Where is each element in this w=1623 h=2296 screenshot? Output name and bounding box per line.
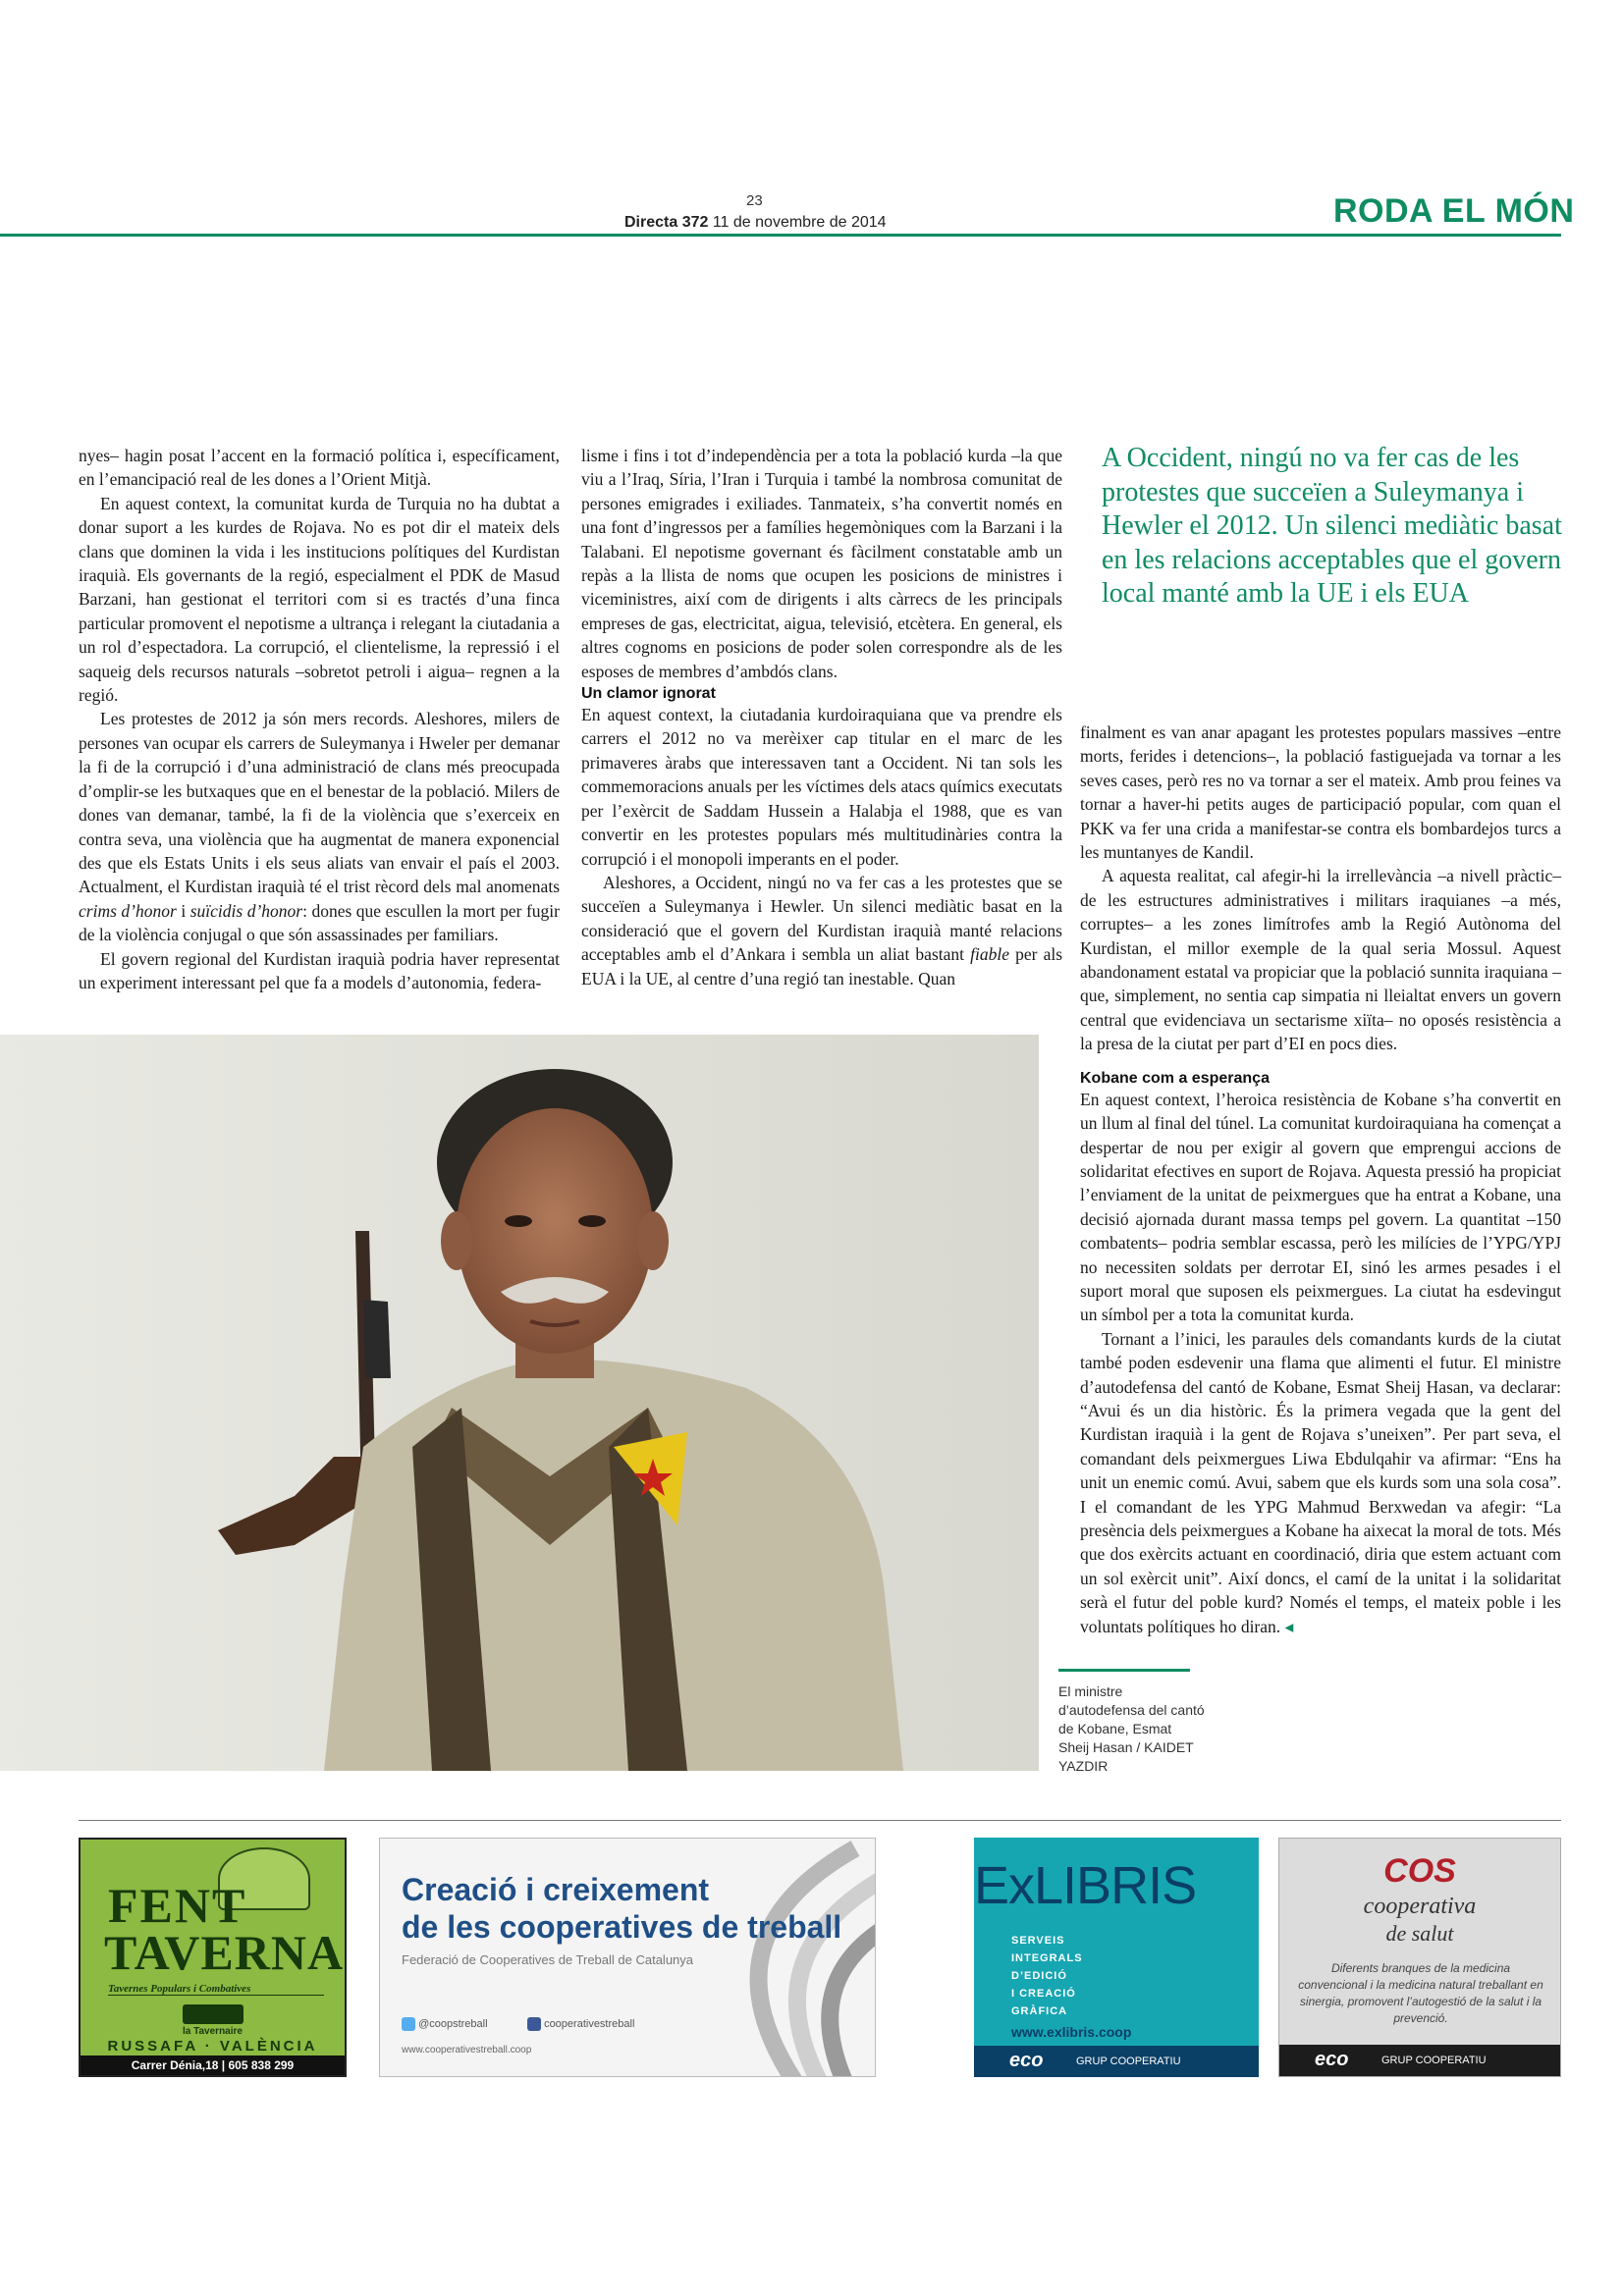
portrait-photo — [0, 1035, 1039, 1771]
paragraph: lisme i fins i tot d’independència per a tota la població kurda –la que viu a l’Iraq, Síria, l’Iran i Turquia i també la nombrosa comunitat de persones emigrades i exiliades. Tanmateix, s’ha convertit només en una font d’ingressos per a famílies hegemòniques com la Barzani i la Talabani. El nepotisme governant és fàcilment constatable amb un repàs a la llista de noms que ocupen les posicions de ministres i viceministres, així com de dirigents i alts càrrecs de les principals empreses de gas, electricitat, aigua, televisió, etcètera. En general, els altres cognoms en posicions de poder solen correspondre als de les esposes de membres d’ambdós clans. — [581, 446, 1062, 681]
ad-title-1: Creació i creixement — [402, 1872, 710, 1907]
ad-services — [1011, 1932, 1083, 2020]
service-line: I CREACIÓ — [1011, 1988, 1076, 2000]
twitter-link[interactable] — [402, 2017, 488, 2031]
ad-text: Diferents branques de la medicina convencional i la medicina natural treballant en sinergia, promovent l’autogestió de la salut i la prevenció. — [1298, 1961, 1543, 2025]
ad-address: Carrer Dénia,18 | 605 838 299 — [81, 2056, 345, 2075]
facebook-icon — [527, 2017, 541, 2031]
caption-rule — [1058, 1669, 1190, 1672]
ad-tagline: Tavernes Populars i Combatives — [108, 1983, 324, 1996]
article-column-2 — [581, 444, 1062, 990]
article-column-1 — [79, 444, 560, 994]
ad-footer — [1279, 2045, 1560, 2076]
paragraph: En aquest context, la ciutadania kurdoiraquiana que va prendre els carrers el 2012 no va merèixer cap titular en el marc de les primaveres àrabs que interessaven tant a Occident. Ni tan sols les commemoracions anuals per les víctimes dels atacs químics executats per l’exèrcit de Saddam Hussein a Halabja el 1988, que es van convertir en les protestes populars més multitudinàries contra la corrupció i el monopoli imperants en el poder. — [581, 705, 1062, 869]
ad-logo: COS — [1383, 1852, 1456, 1890]
paragraph: A aquesta realitat, cal afegir-hi la irrellevància –a nivell pràctic– de les estructures administratives i militars iraquianes –a més, corruptes– a les zones limítrofes amb la Regió Autònoma del Kurdistan, el millor exemple de la qual seria Mossul. Aquest abandonament estatal va propiciar que la població sunnita iraquiana –que, simplement, no sentia cap simpatia ni lleialtat envers un govern central que evidenciava un sectarisme xiïta– no oposés resistència a la presa de la ciutat per part d’EI en pocs dies. — [1080, 866, 1561, 1054]
ad-url[interactable]: www.exlibris.coop — [1011, 2024, 1132, 2040]
ad-cooperatives-treball[interactable] — [379, 1838, 876, 2077]
ad-fent-taverna[interactable] — [79, 1838, 347, 2077]
paragraph: finalment es van anar apagant les protestes populars massives –entre morts, ferides i detencions–, la població fastiguejada va tornar a les seves cases, però res no va tornar a ser el mateix. Amb prou feines va tornar a haver-hi petits auges de participació popular, com quan el PKK va fer una crida a manifestar-se contra els bombardejos turcs a les muntanyes de Kandil. — [1080, 722, 1561, 863]
paragraph: nyes– hagin posat l’accent en la formació política i, específicament, en l’emancipació real de les dones a l’Orient Mitjà. — [79, 446, 560, 490]
ad-group: GRUP COOPERATIU — [1381, 2055, 1487, 2066]
article-column-3 — [1080, 721, 1561, 1638]
header-rule — [0, 234, 1561, 237]
paragraph: En aquest context, la comunitat kurda de Turquia no ha dubtat a donar suport a les kurdes de Rojava. No es pot dir el mateix dels clans que dominen la vida i les institucions polítiques del Kurdistan iraquià. Els governants de la regió, especialment el PDK de Masud Barzani, han gestionat el territori com si es tractés d’una finca particular promovent el nepotisme a ultrança i relegant la ciutadania a un rol d’espectadora. La corrupció, el clientelisme, la repressió i el saqueig dels recursos naturals –sobretot petroli i aigua– regnen a la regió. — [79, 493, 560, 706]
paragraph-text: Aleshores, a Occident, ningú no va fer cas a les protestes que se succeïen a Suleymanya i Hewler. Un silenci mediàtic basat en la consideració que el govern del Kurdistan iraquià manté relacions acceptables amb el d’Ankara i sembla un aliat bastant — [581, 872, 1062, 965]
publication-name: Directa 372 — [624, 214, 709, 231]
eco-logo: eco — [1009, 2050, 1044, 2071]
service-line: INTEGRALS — [1011, 1952, 1083, 1964]
italic-term: fiable — [970, 944, 1009, 965]
paragraph-text: i — [181, 900, 187, 921]
wine-bottle-icon — [183, 2004, 243, 2024]
paragraph — [79, 707, 560, 946]
ad-url[interactable]: www.cooperativestreball.coop — [402, 2045, 532, 2056]
ad-logo-line1: FENT — [108, 1878, 247, 1933]
ad-venue: la Tavernaire — [183, 2026, 243, 2037]
service-line: D’EDICIÓ — [1011, 1970, 1067, 1982]
service-line: GRÀFICA — [1011, 2005, 1068, 2017]
twitter-handle: @coopstreball — [418, 2017, 488, 2030]
paragraph-text: : dones que escullen la mort per fugir de la violència conjugal o que són assassinades per familiars. — [79, 900, 560, 945]
paragraph: El govern regional del Kurdistan iraquià podria haver representat un experiment interessant pel que fa a models d’autonomia, federa- — [79, 948, 560, 992]
paragraph — [581, 871, 1062, 990]
paragraph — [1080, 1327, 1561, 1638]
publication-line — [624, 214, 887, 232]
ad-name-1: cooperativa — [1363, 1894, 1477, 1919]
publication-date: 11 de novembre de 2014 — [712, 214, 887, 231]
ad-footer — [974, 2046, 1259, 2077]
ad-exlibris[interactable] — [974, 1838, 1259, 2077]
paragraph-text: Les protestes de 2012 ja són mers records. Aleshores, milers de persones van ocupar els carrers de Suleymanya i Hweler per demanar la fi de la corrupció i d’una administració de clans més preocupada d’omplir-se les butxaques que en el benestar de la població. Milers de dones van demanar, també, la fi de la violència que s’exerceix en contra seva, una violència que ha augmentat de manera exponencial des que els Estats Units i els seus aliats van envair el país el 2003. Actualment, el Kurdistan iraquià té el trist rècord dels mal anomenats — [79, 709, 560, 897]
italic-term: crims d’honor — [79, 900, 177, 921]
paragraph-text: per als EUA i la UE, al centre d’una regió tan inestable. Quan — [581, 944, 1063, 988]
ads-divider — [79, 1820, 1561, 1821]
subheading: Un clamor ignorat — [581, 685, 716, 703]
eco-logo: eco — [1315, 2049, 1349, 2070]
paragraph-text: Tornant a l’inici, les paraules dels comandants kurds de la ciutat també poden esdevenir una flama que alimenti el futur. El ministre d’autodefensa del cantó de Kobane, Esmat Sheij Hasan, va declarar: “Avui és un dia històric. És la primera vegada que la gent del Kurdistan iraquià i la gent de Rojava s’uneixen”. Per part seva, el comandant dels peixmergues Liwa Ebdulqahir va afirmar: “Ens ha unit un enemic comú. Avui, sabem que els kurds som una sola cosa”. I el comandant de les YPG Mahmud Berxwedan va afegir: “La presència dels peixmergues a Kobane ha aixecat la moral de tots. Més que dos exèrcits actuant en coordinació, diria que estem actuant com un sol exèrcit unit”. Així doncs, el camí de la unitat i la solidaritat serà el futur del poble kurd? Només el temps, el mateix poble i les voluntats polítiques ho diran. — [1080, 1328, 1561, 1636]
italic-term: suïcidis d’honor — [189, 900, 303, 921]
subheading: Kobane com a esperança — [1080, 1069, 1270, 1087]
page-number: 23 — [746, 192, 763, 209]
ad-logo: ExLIBRIS — [974, 1856, 1197, 1915]
ad-subtitle: Federació de Cooperatives de Treball de Catalunya — [402, 1952, 694, 1967]
ad-group: GRUP COOPERATIU — [1076, 2056, 1181, 2067]
ad-city: RUSSAFA · VALÈNCIA — [107, 2038, 318, 2055]
paragraph: En aquest context, l’heroica resistència de Kobane s’ha convertit en un llum al final del túnel. La comunitat kurdoiraquiana ha començat a despertar de nou per exigir al govern que emprengui accions de solidaritat efectives en suport de Rojava. Aquesta pressió ha propiciat l’enviament de la unitat de peixmergues que ha entrat a Kobane, una decisió ajornada durant massa temps pel govern. La quantitat –150 combatents– podria semblar escassa, però les milícies de l’YPG/YPJ no necessiten soldats per derrotar EI, sinó les armes pesades i el suport moral que suposen els peixmergues. La ciutat ha esdevingut un símbol per a tota la comunitat kurda. — [1080, 1089, 1561, 1325]
ad-logo-line2: TAVERNA — [104, 1925, 345, 1980]
end-mark-icon: ◂ — [1284, 1616, 1294, 1636]
ad-name-2: de salut — [1385, 1921, 1454, 1946]
service-line: SERVEIS — [1011, 1935, 1065, 1947]
photo-caption: El ministre d’autodefensa del cantó de Kobane, Esmat Sheij Hasan / KAIDET YAZDIR — [1058, 1683, 1205, 1774]
twitter-icon — [402, 2017, 415, 2031]
facebook-handle: cooperativestreball — [544, 2017, 635, 2030]
facebook-link[interactable] — [527, 2017, 634, 2031]
ad-cos-cooperativa[interactable] — [1278, 1838, 1561, 2077]
pull-quote: A Occident, ningú no va fer cas de les protestes que succeïen a Suleymanya i Hewler el 2012. Un silenci mediàtic basat en les relacions acceptables que el govern local manté amb la UE i els EUA — [1102, 443, 1562, 609]
section-title: RODA EL MÓN — [1333, 192, 1575, 230]
ad-title-2: de les cooperatives de treball — [402, 1909, 842, 1945]
